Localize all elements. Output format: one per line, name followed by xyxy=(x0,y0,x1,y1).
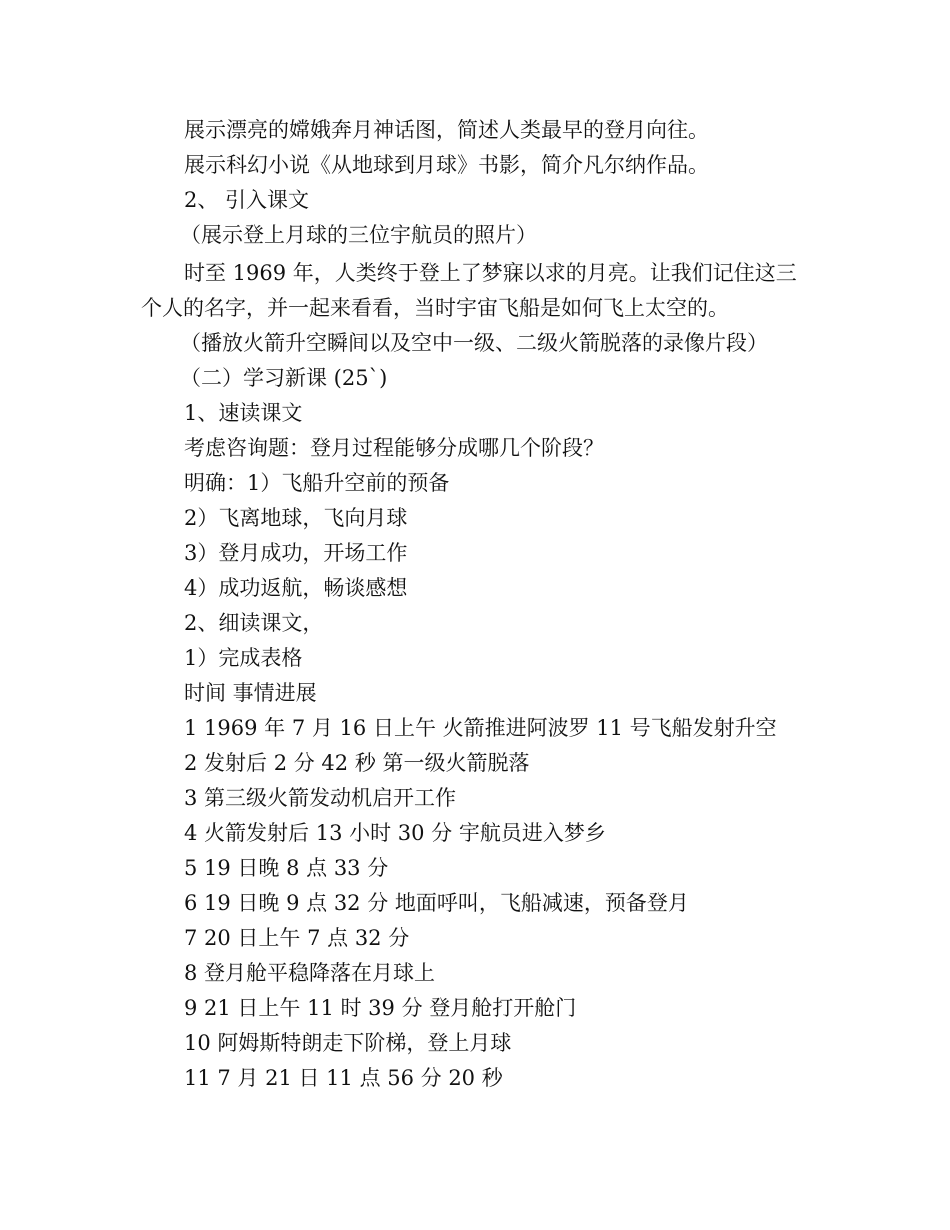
paragraph-line: 时至 1969 年，人类终于登上了梦寐以求的月亮。让我们记住这三 xyxy=(184,261,797,285)
section-heading: （二）学习新课 (25`) xyxy=(180,366,388,390)
list-item: 3）登月成功，开场工作 xyxy=(184,541,408,565)
paragraph-line: 展示科幻小说《从地球到月球》书影，简介凡尔纳作品。 xyxy=(184,153,709,177)
paragraph-line: 考虑咨询题：登月过程能够分成哪几个阶段？ xyxy=(184,436,604,460)
table-row: 10 阿姆斯特朗走下阶梯，登上月球 xyxy=(184,1031,512,1055)
paragraph-line: 展示漂亮的嫦娥奔月神话图，简述人类最早的登月向往。 xyxy=(184,118,709,142)
table-row: 9 21 日上午 11 时 39 分 登月舱打开舱门 xyxy=(184,996,577,1020)
table-header: 时间 事情进展 xyxy=(184,681,317,705)
section-heading: 2、 引入课文 xyxy=(184,188,310,212)
list-item: 4）成功返航，畅谈感想 xyxy=(184,576,408,600)
table-row: 4 火箭发射后 13 小时 30 分 宇航员进入梦乡 xyxy=(184,821,606,845)
table-row: 8 登月舱平稳降落在月球上 xyxy=(184,961,436,985)
paragraph-line: （展示登上月球的三位宇航员的照片） xyxy=(180,223,537,247)
table-row: 6 19 日晚 9 点 32 分 地面呼叫，飞船减速，预备登月 xyxy=(184,891,689,915)
table-row: 3 第三级火箭发动机启开工作 xyxy=(184,786,457,810)
table-row: 5 19 日晚 8 点 33 分 xyxy=(184,856,389,880)
table-row: 1 1969 年 7 月 16 日上午 火箭推进阿波罗 11 号飞船发射升空 xyxy=(184,716,777,740)
section-heading: 1、速读课文 xyxy=(184,401,303,425)
paragraph-line: 个人的名字，并一起来看看，当时宇宙飞船是如何飞上太空的。 xyxy=(141,296,729,320)
table-row: 7 20 日上午 7 点 32 分 xyxy=(184,926,410,950)
table-row: 11 7 月 21 日 11 点 56 分 20 秒 xyxy=(184,1066,503,1090)
paragraph-line: （播放火箭升空瞬间以及空中一级、二级火箭脱落的录像片段） xyxy=(180,331,768,355)
paragraph-line: 明确：1）飞船升空前的预备 xyxy=(184,471,450,495)
paragraph-line: 1）完成表格 xyxy=(184,646,303,670)
section-heading: 2、细读课文， xyxy=(184,611,324,635)
table-row: 2 发射后 2 分 42 秒 第一级火箭脱落 xyxy=(184,751,530,775)
list-item: 2）飞离地球，飞向月球 xyxy=(184,506,408,530)
